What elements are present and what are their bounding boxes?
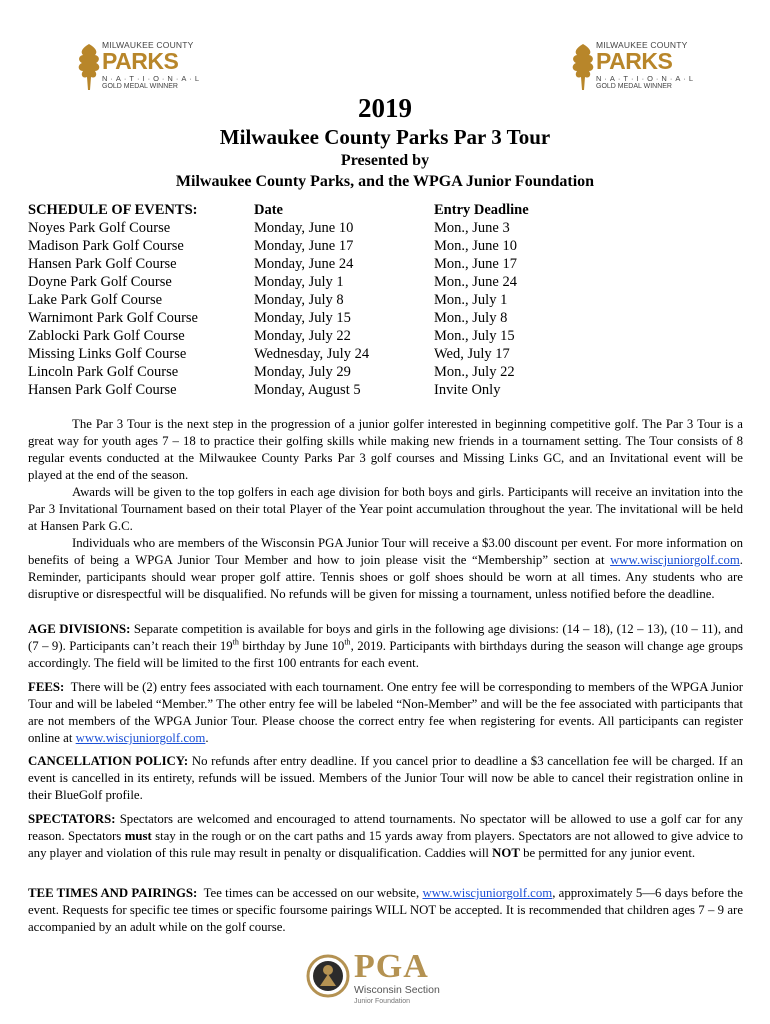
- cancellation-text: No refunds after entry deadline. If you cancel prior to deadline a $3 cancellation fee will be charged. If an event is cancelled in its entirety, refunds will be issued. Members of the Junior Tour will now be able to cancel their registration online in their BlueGolf profile.: [28, 754, 743, 802]
- event-course: Zablocki Park Golf Course: [28, 328, 185, 344]
- tee-times-section: [28, 885, 743, 936]
- cancellation-section: [28, 753, 743, 804]
- tee-times-label: TEE TIMES AND PAIRINGS:: [28, 886, 198, 900]
- pga-section-name: Wisconsin Section: [354, 984, 440, 996]
- year-heading: 2019: [358, 93, 412, 123]
- age-divisions-section: [28, 621, 743, 672]
- event-date: Monday, August 5: [254, 382, 361, 398]
- event-date: Monday, July 29: [254, 364, 351, 380]
- register-link[interactable]: www.wiscjuniorgolf.com: [75, 731, 206, 745]
- event-deadline: Mon., June 17: [434, 256, 517, 272]
- event-deadline: Mon., July 8: [434, 310, 508, 326]
- logo-line-county: MILWAUKEE COUNTY: [596, 40, 688, 50]
- event-date: Monday, July 8: [254, 292, 344, 308]
- schedule-header-event: SCHEDULE OF EVENTS:: [28, 202, 198, 218]
- spectators-not: NOT: [492, 846, 520, 860]
- event-date: Monday, July 22: [254, 328, 351, 344]
- spectators-paragraph: [28, 811, 743, 862]
- attire-text: . Reminder, participants should wear proper golf attire. Tennis shoes or golf shoes should be worn at all times. Any students who are disruptive or disrespectful will be disqualified. No refunds will be given for missing a tournament, unless notified before the deadline.: [28, 553, 743, 601]
- event-course: Warnimont Park Golf Course: [28, 310, 198, 326]
- spectators-text-3: be permitted for any junior event.: [523, 846, 696, 860]
- spectators-text-1: Spectators are welcomed and encouraged to attend tournaments. No spectator will be allowed to use a golf car for any reason. Spectators: [28, 812, 744, 843]
- event-deadline: Mon., July 1: [434, 292, 508, 308]
- event-course: Noyes Park Golf Course: [28, 220, 171, 236]
- event-date: Monday, July 15: [254, 310, 351, 326]
- tee-times-paragraph: [28, 885, 743, 936]
- tee-text-2: , approximately 5—6 days before the event. Requests for specific tee times or specific foursome pairings WILL NOT be accepted. It is recommended that children ages 7 – 9 are accompanied by an adult while on the golf course.: [28, 886, 743, 934]
- logo-line-gold-medal: GOLD MEDAL WINNER: [102, 83, 178, 90]
- schedule-header-date: Date: [254, 202, 283, 218]
- event-deadline: Invite Only: [434, 382, 501, 398]
- oak-leaf-icon: [76, 42, 102, 92]
- logo-line-gold-medal: GOLD MEDAL WINNER: [596, 83, 672, 90]
- age-divisions-label: AGE DIVISIONS:: [28, 622, 131, 636]
- age-text-1: Separate competition is available for boys and girls in the following age divisions: (14 – 18), (12 – 13), (10 – 11), and (7 – 9). Participants can’t reach their 19: [28, 622, 743, 653]
- logo-line-parks: PARKS: [596, 48, 673, 74]
- event-deadline: Mon., July 22: [434, 364, 515, 380]
- event-course: Lincoln Park Golf Course: [28, 364, 179, 380]
- intro-paragraph-1: The Par 3 Tour is the next step in the progression of a junior golfer interested in beginning competitive golf. The Par 3 Tour is a great way for youth ages 7 – 18 to practice their golfing skills while making new friends in a tournament setting. The Tour consists of 8 regular events conducted at the Milwaukee County Parks Par 3 golf courses and Missing Links GC, and an Invitational event will be played at the end of the season.: [28, 417, 743, 482]
- pga-wordmark: PGA: [354, 948, 429, 985]
- event-deadline: Wed, July 17: [434, 346, 510, 362]
- intro-paragraph-3: [28, 535, 743, 603]
- event-deadline: Mon., July 15: [434, 328, 515, 344]
- event-date: Monday, June 10: [254, 220, 354, 236]
- age-sup-1: th: [232, 637, 239, 647]
- logo-line-national: N·A·T·I·O·N·A·L: [596, 74, 696, 83]
- event-course: Hansen Park Golf Course: [28, 256, 177, 272]
- spectators-label: SPECTATORS:: [28, 812, 116, 826]
- logo-line-parks: PARKS: [102, 48, 179, 74]
- age-divisions-paragraph: [28, 621, 743, 672]
- event-course: Doyne Park Golf Course: [28, 274, 172, 290]
- event-course: Madison Park Golf Course: [28, 238, 184, 254]
- schedule-header-deadline: Entry Deadline: [434, 202, 529, 218]
- spectators-text-2: stay in the rough or on the cart paths and 15 yards away from players. Spectators are not allowed to give advice to any player and violation of this rule may result in penalty or disqualification. Caddies will: [28, 829, 744, 860]
- intro-paragraph-2: Awards will be given to the top golfers in each age division for both boys and girls. Participants will receive an invitation into the Par 3 Invitational Tournament based on their total Player of the Year point accumulation throughout the year. The invitational will be held at Hansen Park G.C.: [28, 485, 743, 533]
- event-deadline: Mon., June 24: [434, 274, 517, 290]
- logo-line-county: MILWAUKEE COUNTY: [102, 40, 194, 50]
- page-title: Milwaukee County Parks Par 3 Tour: [219, 125, 551, 149]
- intro-section: [28, 416, 743, 603]
- junior-golf-link[interactable]: www.wiscjuniorgolf.com: [610, 553, 740, 567]
- fees-section: [28, 679, 743, 747]
- cancellation-label: CANCELLATION POLICY:: [28, 754, 189, 768]
- presented-by: Presented by: [340, 152, 430, 169]
- fees-text: There will be (2) entry fees associated with each tournament. One entry fee will be corresponding to members of the WPGA Junior Tour and will be labeled “Member.” The other entry fee will be labeled “Non-Member” and will be the fee associated with participants that are not members of the WPGA Junior Tour. Please choose the correct entry fee when registering for events. All participants can register online at: [28, 680, 743, 745]
- oak-leaf-icon: [570, 42, 596, 92]
- event-date: Monday, June 24: [254, 256, 354, 272]
- fees-paragraph: [28, 679, 743, 747]
- fees-end: .: [205, 731, 209, 745]
- event-date: Monday, June 17: [254, 238, 354, 254]
- event-course: Missing Links Golf Course: [28, 346, 187, 362]
- tee-times-link[interactable]: www.wiscjuniorgolf.com: [422, 886, 553, 900]
- spectators-section: [28, 811, 743, 862]
- pga-junior-foundation: Junior Foundation: [354, 998, 411, 1005]
- event-deadline: Mon., June 3: [434, 220, 510, 236]
- age-text-2: birthday by June 10: [238, 639, 345, 653]
- tee-text-1: Tee times can be accessed on our website,: [203, 886, 420, 900]
- event-date: Monday, July 1: [254, 274, 344, 290]
- event-date: Wednesday, July 24: [254, 346, 370, 362]
- cancellation-paragraph: [28, 753, 743, 804]
- pga-wisconsin-logo: [306, 946, 446, 1012]
- event-deadline: Mon., June 10: [434, 238, 517, 254]
- age-sup-2: th: [344, 637, 351, 647]
- pga-crest-icon: [306, 946, 350, 1010]
- age-text-3: , 2019. Participants with birthdays during the season will change age groups accordingly. The field will be limited to the first 100 entrants for each event.: [28, 639, 743, 670]
- event-course: Lake Park Golf Course: [28, 292, 163, 308]
- membership-text: Individuals who are members of the Wisconsin PGA Junior Tour will receive a $3.00 discount per event. For more information on benefits of being a WPGA Junior Tour Member and how to join please visit the “Membership” section at: [28, 536, 743, 567]
- sponsors-line: Milwaukee County Parks, and the WPGA Junior Foundation: [175, 173, 595, 190]
- fees-label: FEES:: [28, 680, 65, 694]
- logo-line-national: N·A·T·I·O·N·A·L: [102, 74, 202, 83]
- spectators-must: must: [124, 829, 152, 843]
- event-course: Hansen Park Golf Course: [28, 382, 177, 398]
